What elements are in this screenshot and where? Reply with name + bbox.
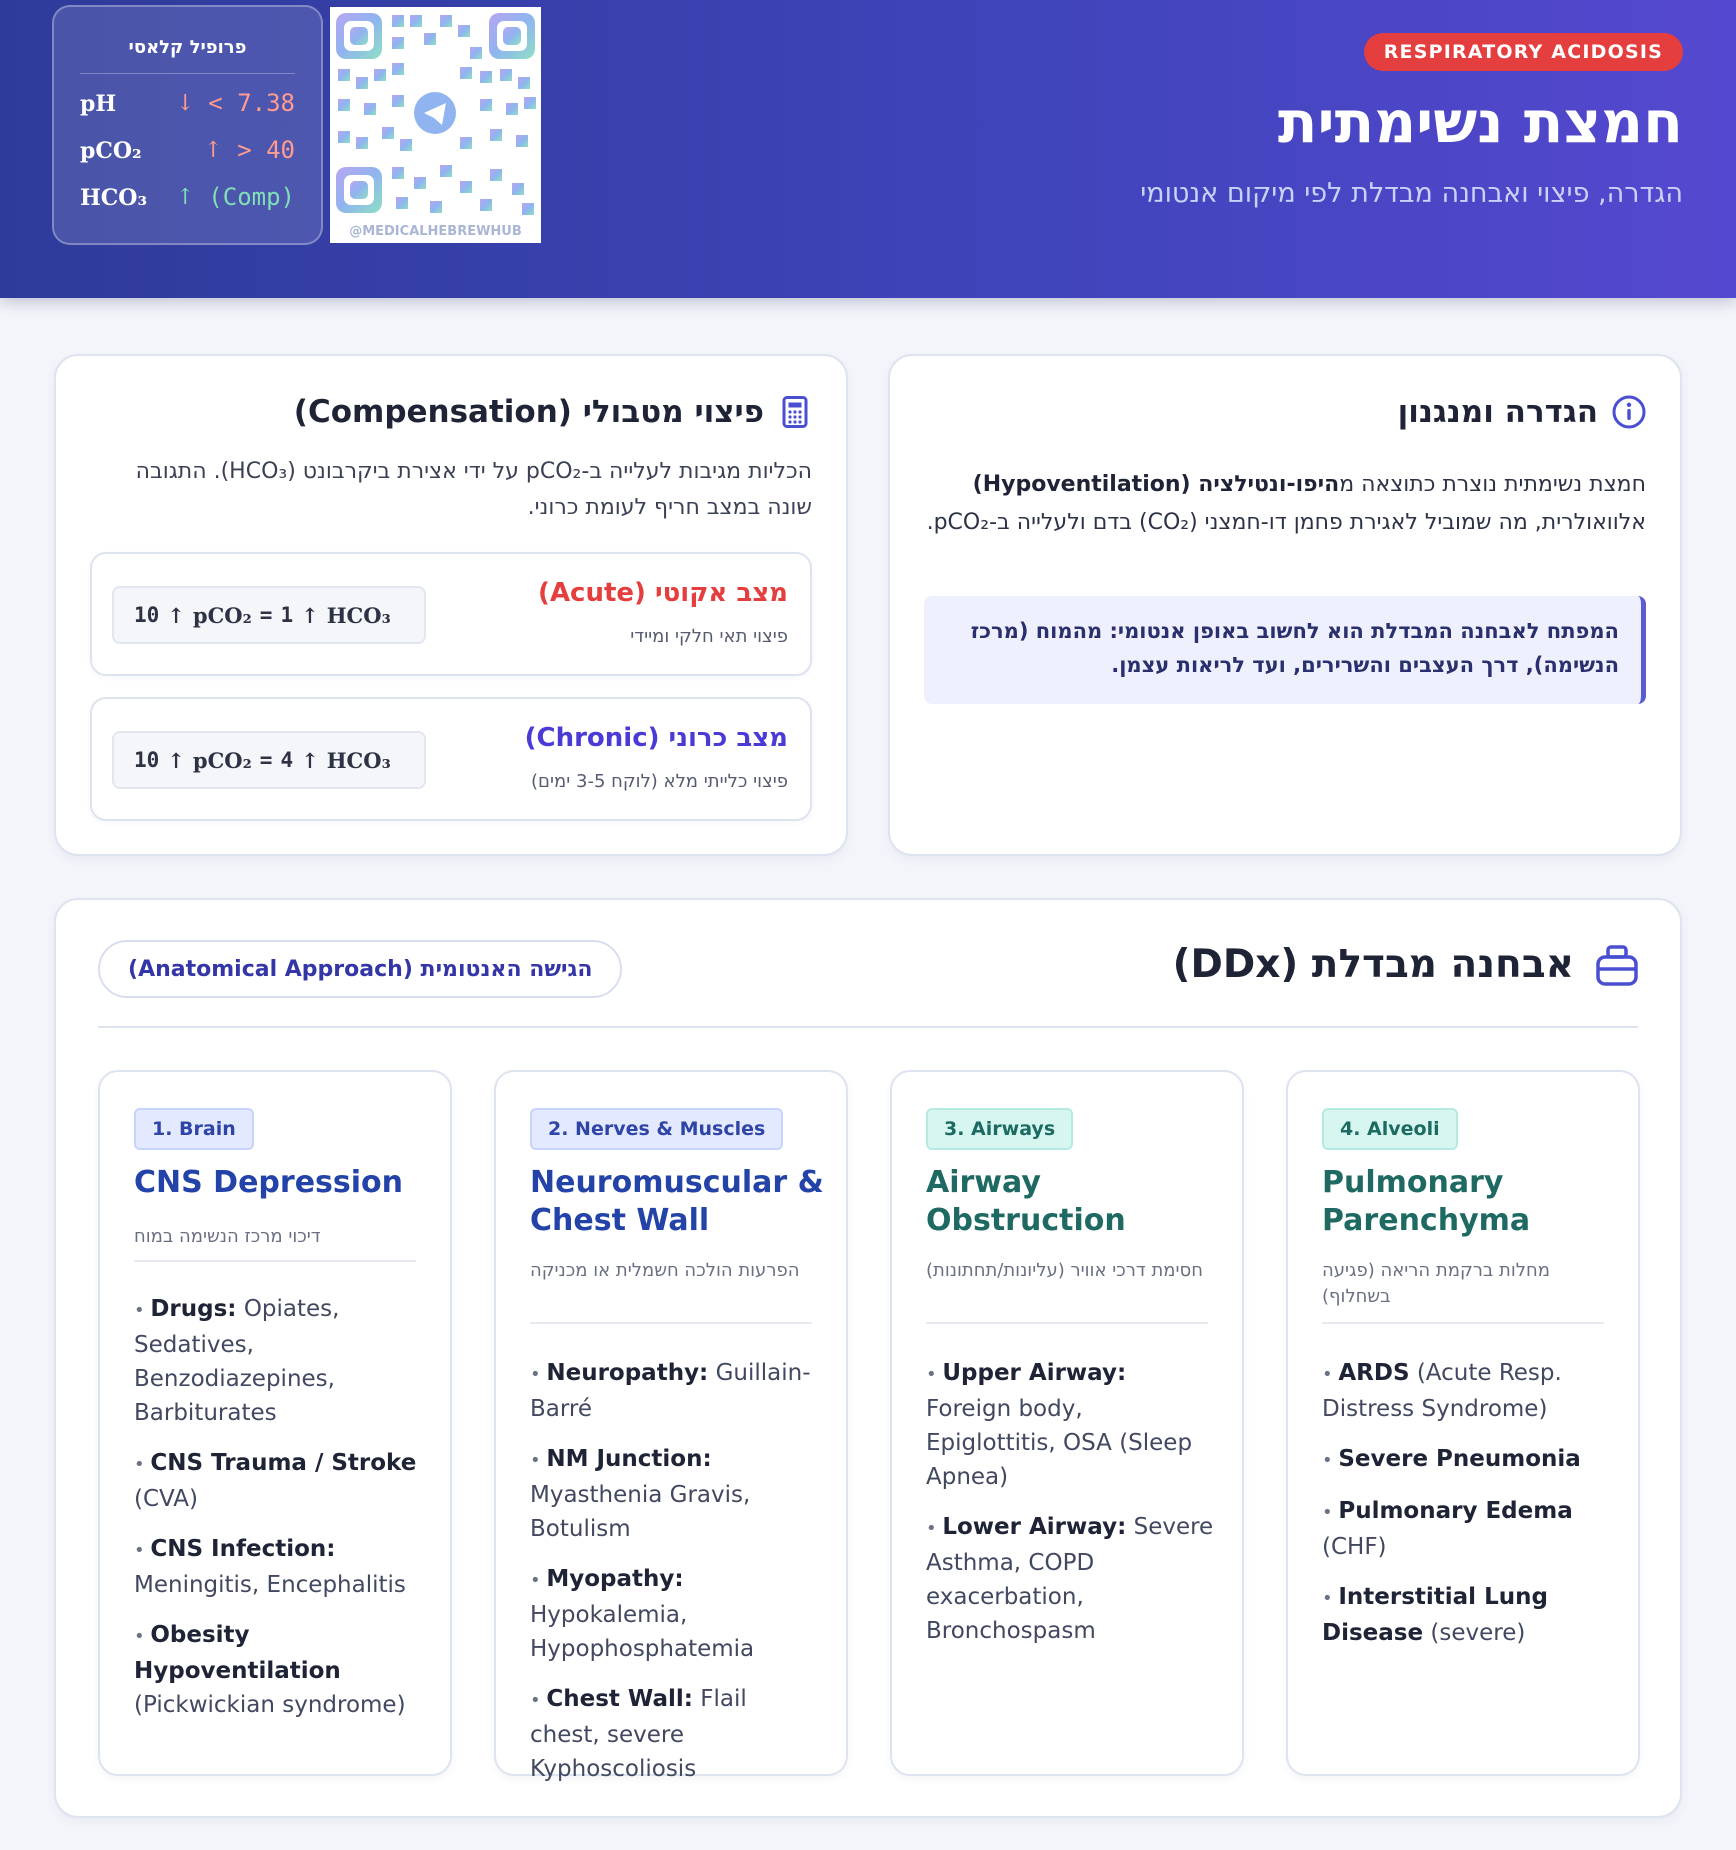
formula-equals: = [259,748,273,772]
acute-state-box [90,552,812,676]
definition-title: הגדרה ומנגנון [1397,394,1598,430]
item-label: CNS Trauma / Stroke [150,1450,417,1476]
ddx-card [54,898,1682,1818]
ddx-column-nerves-muscles [494,1070,848,1782]
qr-code-icon [330,7,541,219]
formula-term: pCO₂ [192,602,252,628]
chronic-subtitle: פיצוי כלייתי מלא (לוקח 3-5 ימים) [531,771,788,792]
definition-callout [924,596,1646,704]
medical-kit-icon [1594,943,1640,987]
classic-profile-box [52,5,323,245]
arrow-up-icon: ↑ [176,185,195,210]
formula-term: HCO₃ [326,602,391,628]
ddx-column-brain [98,1070,452,1776]
profile-row-pco2 [80,134,295,170]
item-label: Drugs: [150,1296,237,1322]
column-title: Airway Obstruction [926,1165,1126,1238]
acute-subtitle: פיצוי תאי חלקי ומיידי [630,626,788,647]
list-item [1322,1580,1614,1650]
formula-equals: = [259,603,273,627]
list-item [134,1446,426,1516]
definition-card [888,354,1682,856]
formula-value: 4 [280,748,294,772]
list-item [530,1682,822,1786]
item-text: Flail chest, severe Kyphoscoliosis [530,1686,747,1782]
anatomical-approach-pill: הגישה האנטומית (Anatomical Approach) [98,940,622,998]
callout-text-pre: המפתח לאבחנה המבדלת הוא לחשוב באופן [1185,619,1619,643]
list-item [926,1356,1218,1494]
column-badge: 1. Brain [134,1108,254,1150]
list-item [530,1562,822,1666]
formula-term: HCO₃ [326,747,391,773]
qr-caption: @MEDICALHEBREWHUB [349,224,522,239]
definition-text [924,466,1646,542]
item-label: Severe Pneumonia [1338,1446,1581,1472]
page-title: חמצת נשימתית [1277,88,1683,156]
arrow-up-icon: ↑ [204,138,223,163]
list-item [1322,1494,1614,1564]
acute-title: מצב אקוטי (Acute) [538,578,788,608]
item-label: Chest Wall: [546,1686,693,1712]
chronic-title: מצב כרוני (Chronic) [524,723,788,753]
profile-divider [80,73,295,74]
column-subtitle: דיכוי מרכז הנשימה במוח [134,1226,321,1247]
qr-code[interactable] [330,7,541,243]
column-list [134,1292,426,1738]
item-label: Lower Airway: [942,1514,1127,1540]
profile-value: < 7.38 [208,89,295,117]
item-label: CNS Infection: [150,1536,336,1562]
profile-value: (Comp) [208,183,295,211]
column-subtitle: חסימת דרכי אוויר (עליונות/תחתונות) [926,1260,1203,1281]
list-item [134,1532,426,1602]
column-list [926,1356,1218,1664]
list-item [926,1510,1218,1648]
acute-formula [112,586,426,644]
column-badge: 4. Alveoli [1322,1108,1458,1150]
definition-text-pre: חמצת נשימתית נוצרת כתוצאה מ [1339,472,1646,497]
column-list [1322,1356,1614,1666]
compensation-title: פיצוי מטבולי (Compensation) [293,394,764,430]
item-label: ARDS [1338,1360,1410,1386]
definition-text-post: אלוואולרית, מה שמוביל לאגירת פחמן דו-חמצני (CO₂) בדם ולעלייה ב-pCO₂. [926,510,1646,535]
formula-value: 10 [134,748,160,772]
calculator-icon [778,395,812,429]
column-divider [1322,1322,1604,1324]
column-badge: 3. Airways [926,1108,1073,1150]
callout-text-post: מהמוח (מרכז הנשימה), דרך העצבים והשרירים, ועד לריאות עצמן. [970,619,1619,677]
column-title: CNS Depression [134,1165,404,1200]
arrow-up-icon: ↑ [167,602,185,628]
profile-label: HCO₃ [80,185,148,211]
item-label: Neuropathy: [546,1360,709,1386]
column-divider [926,1322,1208,1324]
item-text: Opiates, Sedatives, Benzodiazepines, Barbiturates [134,1296,340,1426]
list-item [1322,1356,1614,1426]
item-label: Upper Airway: [942,1360,1127,1386]
formula-value: 1 [280,603,294,627]
compensation-card [54,354,848,856]
compensation-text: הכליות מגיבות לעלייה ב-pCO₂ על ידי אצירת ביקרבונט (HCO₃). התגובה שונה במצב חריף לעומת כרוני. [135,459,812,520]
arrow-up-icon: ↑ [301,747,319,773]
arrow-down-icon: ↓ [176,91,195,116]
column-title: Pulmonary Parenchyma [1322,1165,1531,1238]
page-header [0,0,1736,298]
formula-value: 10 [134,603,160,627]
list-item [134,1292,426,1430]
profile-row-ph [80,87,295,123]
profile-label: pCO₂ [80,138,142,164]
item-label: Obesity Hypoventilation [134,1622,341,1684]
callout-text-bold: אנטומי: [1109,619,1186,643]
ddx-column-alveoli [1286,1070,1640,1776]
list-item [1322,1442,1614,1478]
arrow-up-icon: ↑ [301,602,319,628]
definition-header [1398,394,1646,430]
ddx-column-airways [890,1070,1244,1776]
list-item [134,1618,426,1722]
info-icon [1612,395,1646,429]
item-text: Foreign body, Epiglottitis, OSA (Sleep Apnea) [926,1396,1193,1490]
item-text: Hypokalemia, Hypophosphatemia [530,1602,755,1662]
list-item [530,1442,822,1546]
item-label: NM Junction: [546,1446,712,1472]
profile-label: pH [80,91,117,117]
page-subtitle: הגדרה, פיצוי ואבחנה מבדלת לפי מיקום אנטומי [1140,178,1683,209]
list-item [530,1356,822,1426]
ddx-header [1173,942,1640,987]
column-title: Neuromuscular & Chest Wall [530,1165,824,1238]
profile-title: פרופיל קלאסי [128,37,247,58]
item-text: Myasthenia Gravis, Botulism [530,1482,751,1542]
item-label: Myopathy: [546,1566,684,1592]
chronic-state-box [90,697,812,821]
compensation-header [294,394,812,430]
column-badge: 2. Nerves & Muscles [530,1108,783,1150]
chronic-formula [112,731,426,789]
column-subtitle: הפרעות הולכה חשמלית או מכניקה [530,1260,800,1281]
column-list [530,1356,822,1802]
column-divider [530,1322,812,1324]
item-text: Guillain-Barré [530,1360,811,1422]
item-text: Severe Asthma, COPD exacerbation, Bronchospasm [926,1514,1214,1644]
profile-row-hco3 [80,181,295,217]
item-text: (severe) [1423,1620,1526,1646]
item-text: (CVA) [134,1486,199,1512]
profile-value: > 40 [237,136,295,164]
formula-term: pCO₂ [192,747,252,773]
item-text: Meningitis, Encephalitis [134,1572,406,1598]
column-divider [134,1260,416,1262]
item-text: (Acute Resp. Distress Syndrome) [1322,1360,1562,1422]
item-label: Pulmonary Edema [1338,1498,1573,1524]
column-subtitle: מחלות ברקמת הריאה (פגיעה בשחלוף) [1322,1260,1550,1307]
ddx-divider [98,1026,1638,1028]
ddx-title: אבחנה מבדלת (DDx) [1172,942,1574,987]
item-text: (Pickwickian syndrome) [134,1692,406,1718]
definition-text-bold: היפו-ונטילציה (Hypoventilation) [972,472,1340,497]
topic-badge: RESPIRATORY ACIDOSIS [1364,33,1683,71]
item-text: (CHF) [1322,1534,1387,1560]
arrow-up-icon: ↑ [167,747,185,773]
item-label: Interstitial Lung Disease [1322,1584,1548,1646]
